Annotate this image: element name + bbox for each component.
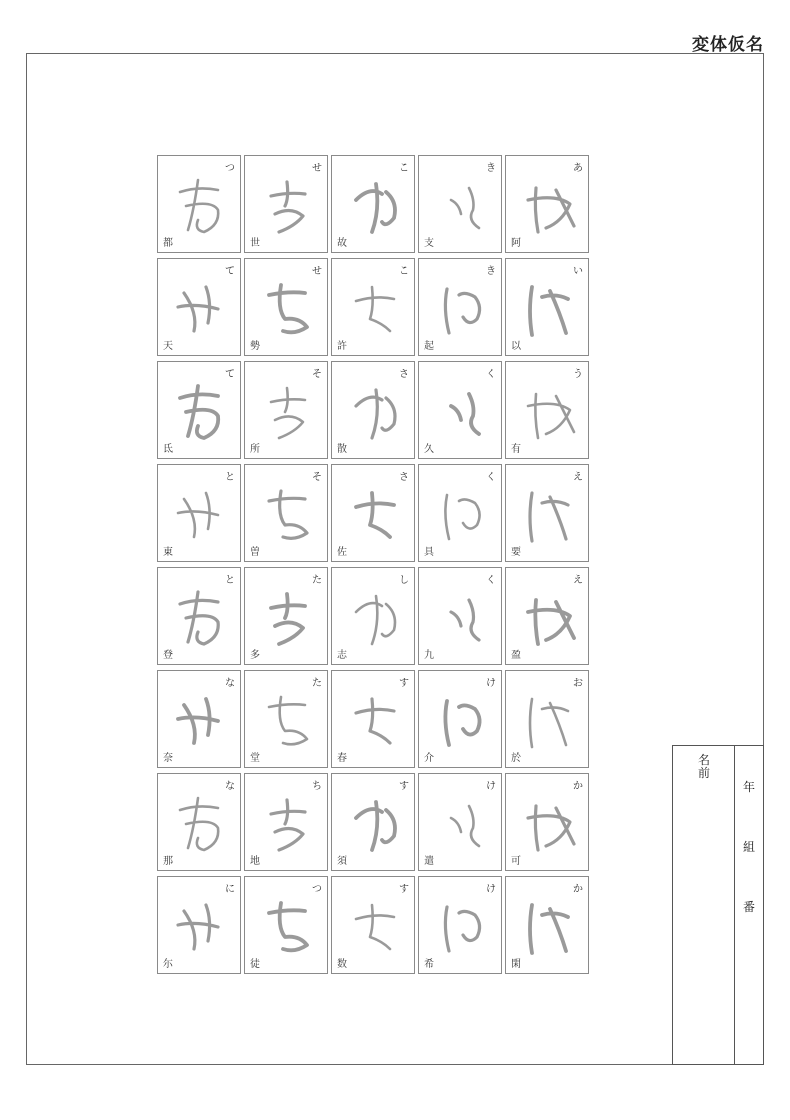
source-kanji: 氐 — [163, 444, 173, 455]
source-kanji: 東 — [163, 547, 173, 558]
year-label: 年 — [742, 780, 755, 794]
source-kanji: 尓 — [163, 959, 173, 970]
cursive-glyph — [342, 273, 406, 343]
brush-stroke — [530, 287, 568, 335]
source-kanji: 世 — [250, 238, 260, 249]
brush-stroke — [356, 905, 394, 949]
kana-reading: と — [225, 472, 235, 483]
kana-reading: に — [225, 884, 235, 895]
kana-cell — [505, 876, 589, 974]
kana-cell — [331, 361, 415, 459]
kana-reading: ち — [312, 781, 322, 792]
kana-cell — [157, 464, 241, 562]
kana-reading: お — [573, 678, 583, 689]
brush-stroke — [271, 182, 305, 232]
kana-cell — [418, 258, 502, 356]
source-kanji: 春 — [337, 753, 347, 764]
source-kanji: 有 — [511, 444, 521, 455]
brush-stroke — [269, 285, 307, 332]
cursive-glyph — [516, 479, 580, 549]
kana-reading: こ — [399, 266, 409, 277]
brush-stroke — [356, 699, 394, 743]
kana-cell — [505, 773, 589, 871]
source-kanji: 具 — [424, 547, 434, 558]
kana-cell — [331, 567, 415, 665]
source-kanji: 須 — [337, 856, 347, 867]
source-kanji: 以 — [511, 341, 521, 352]
kana-reading: か — [573, 884, 583, 895]
brush-stroke — [178, 699, 218, 743]
brush-stroke — [269, 697, 307, 744]
kana-reading: せ — [312, 266, 322, 277]
source-kanji: 阿 — [511, 238, 521, 249]
cursive-glyph — [255, 582, 319, 652]
kana-reading: て — [225, 266, 235, 277]
cursive-glyph — [342, 170, 406, 240]
brush-stroke — [356, 596, 395, 644]
kana-reading: あ — [573, 163, 583, 174]
kana-reading: け — [486, 678, 496, 689]
cursive-glyph — [168, 479, 232, 549]
kana-reading: せ — [312, 163, 322, 174]
cursive-glyph — [168, 788, 232, 858]
cursive-glyph — [255, 479, 319, 549]
brush-stroke — [356, 287, 394, 331]
kana-cell — [418, 155, 502, 253]
kana-cell — [244, 361, 328, 459]
brush-stroke — [451, 806, 479, 846]
cursive-glyph — [255, 685, 319, 755]
brush-stroke — [356, 390, 395, 438]
source-kanji: 盈 — [511, 650, 521, 661]
kana-cell — [244, 155, 328, 253]
brush-stroke — [178, 493, 218, 537]
brush-stroke — [356, 802, 395, 850]
kana-reading: き — [486, 266, 496, 277]
brush-stroke — [530, 905, 568, 953]
hentaigana-grid — [157, 155, 589, 973]
source-kanji: 徒 — [250, 959, 260, 970]
brush-stroke — [528, 188, 574, 232]
kana-reading: す — [399, 678, 409, 689]
cursive-glyph — [516, 376, 580, 446]
kana-cell — [157, 258, 241, 356]
brush-stroke — [445, 701, 479, 745]
kana-cell — [505, 258, 589, 356]
brush-stroke — [530, 493, 568, 541]
cursive-glyph — [168, 376, 232, 446]
source-kanji: 数 — [337, 959, 347, 970]
source-kanji: 勢 — [250, 341, 260, 352]
kana-reading: つ — [312, 884, 322, 895]
kana-cell — [157, 361, 241, 459]
source-kanji: 志 — [337, 650, 347, 661]
source-kanji: 故 — [337, 238, 347, 249]
brush-stroke — [356, 184, 395, 232]
kana-cell — [505, 464, 589, 562]
brush-stroke — [178, 905, 218, 949]
source-kanji: 介 — [424, 753, 434, 764]
kana-reading: た — [312, 575, 322, 586]
kana-reading: た — [312, 678, 322, 689]
kana-cell — [331, 773, 415, 871]
source-kanji: 散 — [337, 444, 347, 455]
cursive-glyph — [255, 170, 319, 240]
source-kanji: 於 — [511, 753, 521, 764]
cursive-glyph — [429, 479, 493, 549]
kana-cell — [505, 567, 589, 665]
kana-cell — [331, 258, 415, 356]
cursive-glyph — [429, 273, 493, 343]
kana-reading: な — [225, 781, 235, 792]
brush-stroke — [356, 493, 394, 537]
cursive-glyph — [516, 788, 580, 858]
brush-stroke — [271, 800, 305, 850]
cursive-glyph — [342, 788, 406, 858]
cursive-glyph — [516, 891, 580, 961]
cursive-glyph — [342, 891, 406, 961]
kana-cell — [505, 361, 589, 459]
kana-cell — [418, 876, 502, 974]
number-label: 番 — [742, 900, 755, 914]
kana-reading: け — [486, 781, 496, 792]
brush-stroke — [271, 594, 305, 644]
kana-reading: け — [486, 884, 496, 895]
cursive-glyph — [342, 376, 406, 446]
source-kanji: 所 — [250, 444, 260, 455]
cursive-glyph — [429, 685, 493, 755]
source-kanji: 閑 — [511, 959, 521, 970]
cursive-glyph — [516, 685, 580, 755]
kana-reading: え — [573, 575, 583, 586]
cursive-glyph — [429, 788, 493, 858]
kana-cell — [244, 773, 328, 871]
kana-cell — [157, 567, 241, 665]
source-kanji: 許 — [337, 341, 347, 352]
brush-stroke — [530, 699, 568, 747]
source-kanji: 佐 — [337, 547, 347, 558]
kana-reading: す — [399, 781, 409, 792]
kana-cell — [331, 464, 415, 562]
kana-cell — [244, 670, 328, 768]
source-kanji: 奈 — [163, 753, 173, 764]
brush-stroke — [445, 907, 479, 951]
kana-cell — [505, 155, 589, 253]
cursive-glyph — [168, 170, 232, 240]
source-kanji: 九 — [424, 650, 434, 661]
name-box — [672, 745, 764, 1065]
cursive-glyph — [342, 479, 406, 549]
brush-stroke — [180, 798, 218, 850]
cursive-glyph — [342, 582, 406, 652]
kana-reading: い — [573, 266, 583, 277]
kana-cell — [331, 670, 415, 768]
kana-reading: そ — [312, 472, 322, 483]
cursive-glyph — [255, 273, 319, 343]
source-kanji: 都 — [163, 238, 173, 249]
kana-reading: な — [225, 678, 235, 689]
cursive-glyph — [168, 582, 232, 652]
brush-stroke — [451, 394, 479, 434]
kana-cell — [418, 567, 502, 665]
kana-reading: さ — [399, 369, 409, 380]
source-kanji: 遣 — [424, 856, 434, 867]
brush-stroke — [445, 495, 479, 539]
kana-cell — [418, 361, 502, 459]
source-kanji: 要 — [511, 547, 521, 558]
kana-reading: て — [225, 369, 235, 380]
kana-reading: う — [573, 369, 583, 380]
kana-cell — [418, 464, 502, 562]
cursive-glyph — [168, 891, 232, 961]
kana-reading: さ — [399, 472, 409, 483]
source-kanji: 地 — [250, 856, 260, 867]
source-kanji: 多 — [250, 650, 260, 661]
source-kanji: 可 — [511, 856, 521, 867]
brush-stroke — [445, 289, 479, 333]
brush-stroke — [528, 600, 574, 644]
brush-stroke — [528, 394, 574, 438]
source-kanji: 登 — [163, 650, 173, 661]
brush-stroke — [528, 806, 574, 850]
kana-reading: か — [573, 781, 583, 792]
source-kanji: 起 — [424, 341, 434, 352]
cursive-glyph — [255, 376, 319, 446]
source-kanji: 那 — [163, 856, 173, 867]
cursive-glyph — [168, 685, 232, 755]
kana-cell — [244, 876, 328, 974]
kana-reading: く — [486, 575, 496, 586]
kana-reading: そ — [312, 369, 322, 380]
kana-cell — [418, 773, 502, 871]
kana-reading: し — [399, 575, 409, 586]
cursive-glyph — [516, 170, 580, 240]
kana-reading: く — [486, 472, 496, 483]
cursive-glyph — [255, 891, 319, 961]
cursive-glyph — [168, 273, 232, 343]
cursive-glyph — [429, 376, 493, 446]
page-title: 変体仮名 — [692, 35, 764, 55]
kana-cell — [244, 258, 328, 356]
kana-reading: く — [486, 369, 496, 380]
brush-stroke — [180, 386, 218, 438]
source-kanji: 久 — [424, 444, 434, 455]
class-label: 組 — [742, 840, 755, 854]
cursive-glyph — [255, 788, 319, 858]
cursive-glyph — [429, 170, 493, 240]
name-box-divider — [734, 746, 735, 1064]
brush-stroke — [271, 388, 305, 438]
brush-stroke — [451, 188, 479, 228]
kana-cell — [157, 670, 241, 768]
brush-stroke — [269, 491, 307, 538]
cursive-glyph — [429, 582, 493, 652]
cursive-glyph — [429, 891, 493, 961]
brush-stroke — [269, 903, 307, 950]
source-kanji: 曽 — [250, 547, 260, 558]
kana-cell — [331, 155, 415, 253]
kana-cell — [505, 670, 589, 768]
kana-cell — [418, 670, 502, 768]
brush-stroke — [180, 180, 218, 232]
source-kanji: 希 — [424, 959, 434, 970]
kana-reading: つ — [225, 163, 235, 174]
kana-cell — [157, 876, 241, 974]
kana-reading: え — [573, 472, 583, 483]
kana-cell — [331, 876, 415, 974]
kana-reading: と — [225, 575, 235, 586]
kana-reading: す — [399, 884, 409, 895]
kana-cell — [157, 773, 241, 871]
brush-stroke — [180, 592, 218, 644]
kana-cell — [157, 155, 241, 253]
kana-cell — [244, 464, 328, 562]
kana-reading: き — [486, 163, 496, 174]
source-kanji: 天 — [163, 341, 173, 352]
cursive-glyph — [342, 685, 406, 755]
brush-stroke — [178, 287, 218, 331]
source-kanji: 支 — [424, 238, 434, 249]
kana-cell — [244, 567, 328, 665]
cursive-glyph — [516, 273, 580, 343]
brush-stroke — [451, 600, 479, 640]
kana-reading: こ — [399, 163, 409, 174]
source-kanji: 堂 — [250, 753, 260, 764]
name-label: 名前 — [697, 753, 710, 780]
cursive-glyph — [516, 582, 580, 652]
